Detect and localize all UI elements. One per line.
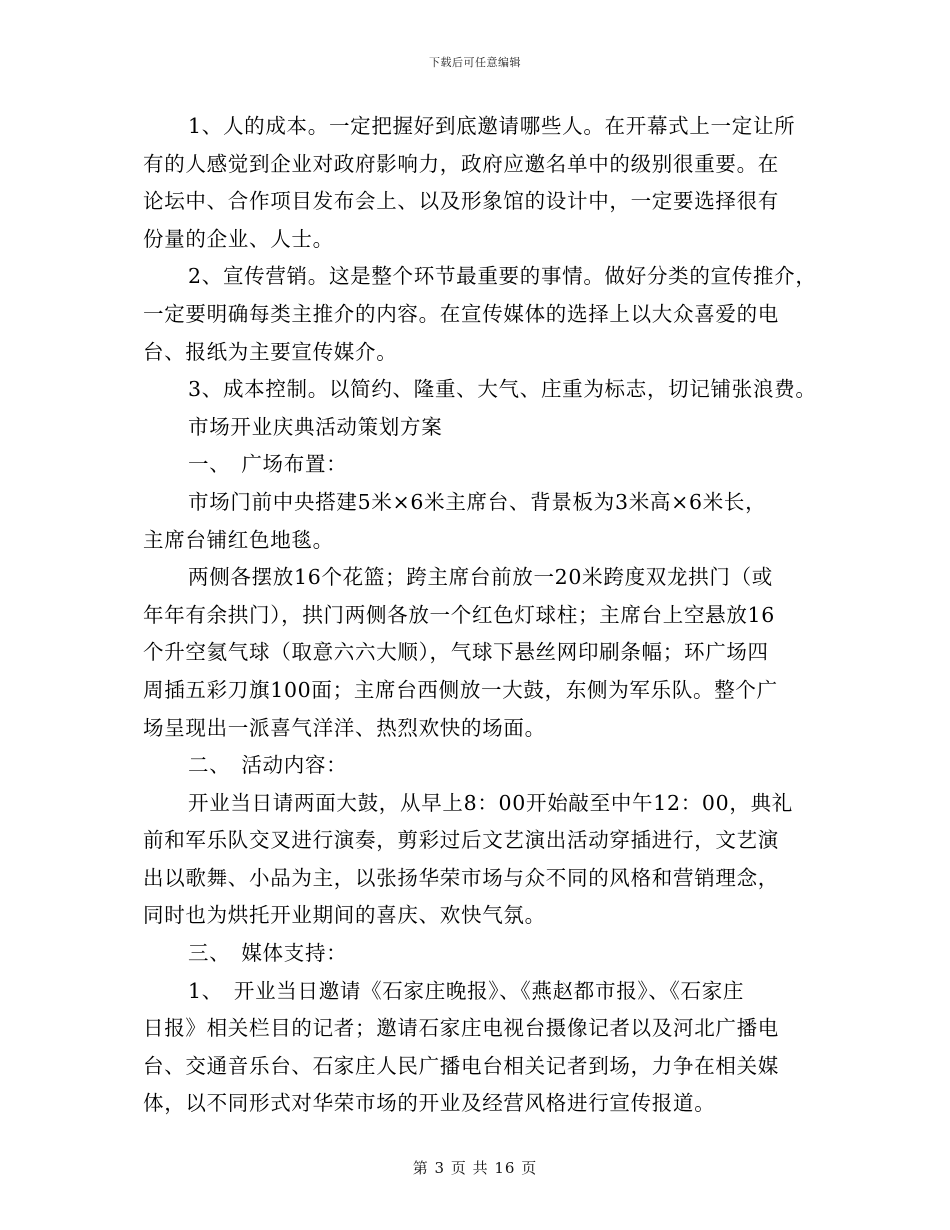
paragraph-line: 主席台铺红色地毯。 [143,527,334,552]
document-body [143,108,833,1123]
section-heading: 一、 广场布置： [188,452,348,477]
paragraph-line: 份量的企业、人士。 [143,226,334,251]
paragraph-line: 出以歌舞、小品为主，以张扬华荣市场与众不同的风格和营销理念， [143,865,779,890]
paragraph-line: 年年有余拱门），拱门两侧各放一个红色灯球柱；主席台上空悬放16 [143,602,776,627]
paragraph-line: 台、报纸为主要宣传媒介。 [143,339,398,364]
paragraph-line: 有的人感觉到企业对政府影响力，政府应邀名单中的级别很重要。在 [143,151,779,176]
paragraph-line: 论坛中、合作项目发布会上、以及形象馆的设计中，一定要选择很有 [143,189,779,214]
paragraph-line: 场呈现出一派喜气洋洋、热烈欢快的场面。 [143,715,546,740]
paragraph-line: 前和军乐队交叉进行演奏，剪彩过后文艺演出活动穿插进行，文艺演 [143,828,779,853]
paragraph-line: 开业当日请两面大鼓，从早上8：00开始敲至中午12：00，典礼 [188,790,793,815]
paragraph-line: 周插五彩刀旗100面；主席台西侧放一大鼓，东侧为军乐队。整个广 [143,677,778,702]
paragraph-line: 两侧各摆放16个花篮；跨主席台前放一20米跨度双龙拱门（或 [188,565,773,590]
paragraph-line: 市场门前中央搭建5米×6米主席台、背景板为3米高×6米长， [188,489,767,514]
page-number: 第 3 页 共 16 页 [412,1159,538,1177]
paragraph-line: 体，以不同形式对华荣市场的开业及经营风格进行宣传报道。 [143,1091,716,1116]
paragraph-line: 个升空氦气球（取意六六大顺），气球下悬丝网印刷条幅；环广场四 [143,640,769,665]
paragraph-line: 同时也为烘托开业期间的喜庆、欢快气氛。 [143,903,546,928]
paragraph-line: 台、交通音乐台、石家庄人民广播电台相关记者到场，力争在相关媒 [143,1053,779,1078]
section-title: 市场开业庆典活动策划方案 [188,414,443,439]
paragraph-line: 日报》相关栏目的记者；邀请石家庄电视台摄像记者以及河北广播电 [143,1016,779,1041]
section-heading: 二、 活动内容： [188,753,348,778]
paragraph-line: 1、人的成本。一定把握好到底邀请哪些人。在开幕式上一定让所 [188,114,796,138]
paragraph-line: 1、 开业当日邀请《石家庄晚报》、《燕赵都市报》、《石家庄 [188,978,745,1003]
paragraph-line: 3、成本控制。以简约、隆重、大气、庄重为标志，切记铺张浪费。 [188,377,817,402]
paragraph-line: 一定要明确每类主推介的内容。在宣传媒体的选择上以大众喜爱的电 [143,301,779,326]
paragraph-line: 2、宣传营销。这是整个环节最重要的事情。做好分类的宣传推介， [188,264,817,289]
page-header-note: 下载后可任意编辑 [429,56,521,69]
section-heading: 三、 媒体支持： [188,941,348,966]
